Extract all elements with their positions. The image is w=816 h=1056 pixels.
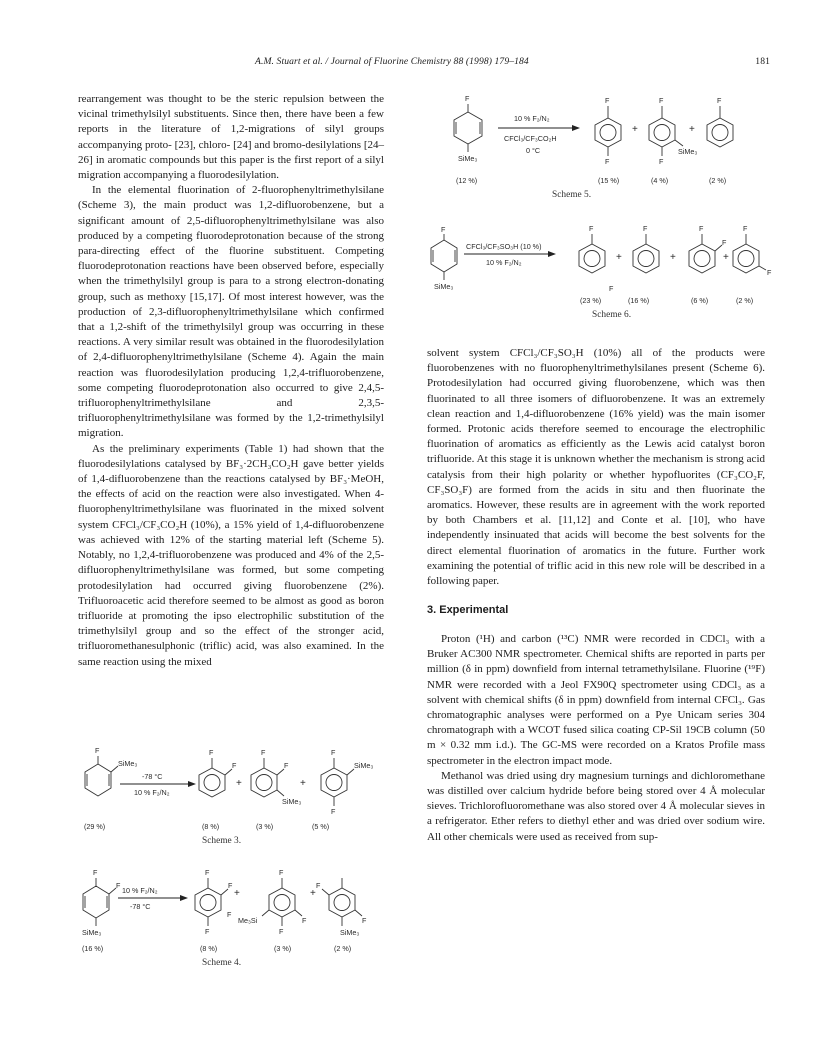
atom-label: F bbox=[722, 238, 727, 247]
page-number: 181 bbox=[755, 56, 770, 67]
yield-label: (23 %) bbox=[580, 296, 602, 305]
atom-label: F bbox=[302, 916, 307, 925]
atom-label: F bbox=[279, 927, 284, 936]
atom-label: F bbox=[699, 224, 704, 233]
yield-label: (5 %) bbox=[312, 822, 330, 831]
atom-label: F bbox=[261, 748, 266, 757]
plus-sign: + bbox=[310, 888, 316, 899]
plus-sign: + bbox=[670, 252, 676, 263]
atom-label: F bbox=[205, 927, 210, 936]
reagent-label: CFCl₃/CF₃CO₂H bbox=[504, 134, 557, 143]
yield-label: (29 %) bbox=[84, 822, 106, 831]
reagent-label: 10 % F₂/N₂ bbox=[122, 886, 158, 895]
yield-label: (15 %) bbox=[598, 176, 620, 185]
scheme-caption: Scheme 3. bbox=[202, 836, 242, 846]
plus-sign: + bbox=[616, 252, 622, 263]
atom-label: F bbox=[605, 157, 610, 166]
scheme-4 bbox=[78, 864, 378, 974]
atom-label: SiMe₃ bbox=[458, 154, 478, 163]
atom-label: F bbox=[362, 916, 367, 925]
atom-label: F bbox=[717, 96, 722, 105]
atom-label: F bbox=[465, 94, 470, 103]
yield-label: (8 %) bbox=[200, 944, 218, 953]
reagent-label: CFCl₃/CF₃SO₃H (10 %) bbox=[466, 242, 542, 251]
atom-label: F bbox=[116, 881, 121, 890]
experimental-section bbox=[427, 632, 765, 845]
reagent-label: -78 °C bbox=[142, 772, 163, 781]
atom-label: Me₃Si bbox=[238, 916, 258, 925]
atom-label: F bbox=[316, 881, 321, 890]
plus-sign: + bbox=[236, 778, 242, 789]
plus-sign: + bbox=[632, 124, 638, 135]
yield-label: (12 %) bbox=[456, 176, 478, 185]
atom-label: F bbox=[643, 224, 648, 233]
paragraph: Proton (¹H) and carbon (¹³C) NMR were recorded in CDCl₃ with a Bruker AC300 NMR spectrometer. Chemical shifts are reported in parts per million (δ in ppm) downfield from internal tetramethylsilane. Fluorine (¹⁹F) NMR were recorded with a Jeol FX90Q spectrometer using CDCl₃ as a solvent with chemical shifts (δ in ppm) downfield from internal CFCl₃. Gas chromatographic analyses were performed on a Pye Unicam series 304 chromatograph with a WCOT fused silica coating CP-Sil 19CB column (50 m × 0.32 mm i.d.). The GC-MS were recorded on a Kratos Profile mass spectrometer in the electron impact mode. bbox=[427, 633, 765, 767]
atom-label: F bbox=[209, 748, 214, 757]
reagent-label: -78 °C bbox=[130, 902, 151, 911]
paragraph: solvent system CFCl₃/CF₃SO₃H (10%) all of the products were fluorobenzenes with no fluorophenyltrimethylsilanes present (Scheme 6). Protodesilylation had occurred giving fluorobenzene, which was then fluorinated to all three isomers of difluorobenzene. It was an extremely clean reaction and 1,4-difluorobenzene (16% yield) was the main isomer formed. Protonic acids therefore seemed to encourage the electrophilic fluorination of aromatics as efficiently as the Lewis acid catalyst boron trifluoride. At this stage it is unknown whether the mechanism is strong acid catalysis from their high polarity or whether hypofluorites (CF₃CO₂F, CF₃SO₃F) are formed from the acids in situ and then fluorinate the aromatics. However, these results are in agreement with the work reported by both Chambers et al. [11,12] and Conte et al. [10], who have independently insinuated that acids will become the best solvents for the direct elemental fluorination of aromatics in the future. Further work examining the potential of triflic acid in this new role will be described in a following paper. bbox=[427, 347, 765, 588]
right-column bbox=[427, 346, 765, 589]
atom-label: SiMe₃ bbox=[354, 761, 374, 770]
yield-label: (3 %) bbox=[274, 944, 292, 953]
plus-sign: + bbox=[300, 778, 306, 789]
reagent-label: 10 % F₂/N₂ bbox=[134, 788, 170, 797]
atom-label: F bbox=[743, 224, 748, 233]
atom-label: F bbox=[228, 881, 233, 890]
atom-label: SiMe₃ bbox=[434, 282, 454, 291]
atom-label: F bbox=[232, 761, 237, 770]
scheme-caption: Scheme 4. bbox=[202, 958, 242, 968]
yield-label: (2 %) bbox=[736, 296, 754, 305]
yield-label: (3 %) bbox=[256, 822, 274, 831]
atom-label: SiMe₃ bbox=[282, 797, 302, 806]
scheme-6 bbox=[430, 224, 770, 334]
section-title: 3. Experimental bbox=[427, 604, 509, 616]
yield-label: (16 %) bbox=[628, 296, 650, 305]
yield-label: (2 %) bbox=[334, 944, 352, 953]
atom-label: SiMe₃ bbox=[118, 759, 138, 768]
atom-label: F bbox=[93, 868, 98, 877]
atom-label: F bbox=[205, 868, 210, 877]
reagent-label: 10 % F₂/N₂ bbox=[486, 258, 522, 267]
atom-label: F bbox=[331, 748, 336, 757]
scheme-3 bbox=[78, 744, 378, 852]
paragraph: In the elemental fluorination of 2-fluorophenyltrimethylsilane (Scheme 3), the main product was 1,2-difluorobenzene, but a significant amount of 2,5-difluorophenyltrimethylsilane was also produced by a competing fluorodeprotonation because of the strong para-directing effect of the fluorine substituent. Competing fluorodeprotonation reactions have been observed before, especially when the trimethylsilyl group is para to a strong electron-donating group, such as methoxy [15,17]. Of most interest however, was the production of 2,3-difluorophenyltrimethylsilane which confirmed that a 1,2-shift of the trimethylsilyl group was occurring in these reactions. A very similar result was obtained in the fluorodesilylation of 2,4-difluorophenyltrimethylsilane (Scheme 4). Again the main reaction was fluorodesilylation producing 1,2,4-trifluorobenzene, some competing fluorodeprotonation also occurred to give 2,4,5-trifluorophenyltrimethylsilane and 2,3,5-trifluorophenyltrimethylsilane was formed by the 1,2-trimethylsilyl migration. bbox=[78, 184, 384, 440]
plus-sign: + bbox=[723, 252, 729, 263]
atom-label: F bbox=[284, 761, 289, 770]
reagent-label: 10 % F₂/N₂ bbox=[514, 114, 550, 123]
paragraph: Methanol was dried using dry magnesium turnings and dichloromethane was distilled over calcium hydride before being stored over 4 Å molecular sieves. Trichlorofluoromethane was also stored over 4 Å molecular sieves in a refrigerator. Ether refers to diethyl ether and was dried over sodium wire. All other chemicals were used as received from sup- bbox=[427, 769, 765, 843]
journal-citation: A.M. Stuart et al. / Journal of Fluorine Chemistry 88 (1998) 179–184 bbox=[255, 56, 529, 67]
atom-label: F bbox=[589, 224, 594, 233]
yield-label: (4 %) bbox=[651, 176, 669, 185]
yield-label: (16 %) bbox=[82, 944, 104, 953]
paragraph: rearrangement was thought to be the steric repulsion between the vicinal trimethylsilyl substituents. Since then, there have been a few reports in the literature of 1,2-migrations of silyl groups accompanying proto- [23], chloro- [24] and bromo-desilylations [24–26] in aromatic compounds but this paper is the first report of a silyl migration accompanying a fluorodesilylation. bbox=[78, 93, 384, 182]
atom-label: F bbox=[605, 96, 610, 105]
plus-sign: + bbox=[689, 124, 695, 135]
reagent-label: 0 °C bbox=[526, 146, 541, 155]
plus-sign: + bbox=[234, 888, 240, 899]
yield-label: (8 %) bbox=[202, 822, 220, 831]
atom-label: F bbox=[609, 284, 614, 293]
atom-label: SiMe₃ bbox=[340, 928, 360, 937]
scheme-5-drawing bbox=[430, 94, 770, 204]
yield-label: (2 %) bbox=[709, 176, 727, 185]
atom-label: F bbox=[331, 807, 336, 816]
atom-label: SiMe₃ bbox=[82, 928, 102, 937]
atom-label: F bbox=[227, 910, 232, 919]
atom-label: F bbox=[279, 868, 284, 877]
scheme-5 bbox=[430, 94, 770, 204]
atom-label: F bbox=[659, 157, 664, 166]
scheme-caption: Scheme 5. bbox=[552, 190, 592, 200]
paragraph: As the preliminary experiments (Table 1) had shown that the fluorodesilylations catalysed by BF₃·2CH₃CO₂H gave better yields of 1,4-difluorobenzene than the reactions catalysed by BF₃·MeOH, the effects of acid on the reaction were also investigated. When 4-fluorophenyltrimethylsilane was fluorinated in the mixed solvent system CFCl₃/CF₃CO₂H (10%), a 15% yield of 1,4-difluorobenzene was achieved with 12% of the starting material left (Scheme 5). Notably, no 1,2,4-trifluorobenzene was produced and 4% of the 2,5-difluorophenyltrimethylsilane was formed, but some competing protodesilylation had occurred giving fluorobenzene (2%). Trifluoroacetic acid therefore seemed to be almost as good as boron trifluoride at promoting the ipso electrophilic substitution of the trimethylsilyl group and so the effect of the stronger acid, trifluoromethanesulphonic (triflic) acid, was also examined. In the same reaction using the mixed bbox=[78, 442, 384, 668]
atom-label: F bbox=[767, 268, 772, 277]
left-column bbox=[78, 92, 384, 670]
atom-label: SiMe₃ bbox=[678, 147, 698, 156]
scheme-caption: Scheme 6. bbox=[592, 310, 632, 320]
atom-label: F bbox=[659, 96, 664, 105]
yield-label: (6 %) bbox=[691, 296, 709, 305]
atom-label: F bbox=[441, 225, 446, 234]
atom-label: F bbox=[95, 746, 100, 755]
